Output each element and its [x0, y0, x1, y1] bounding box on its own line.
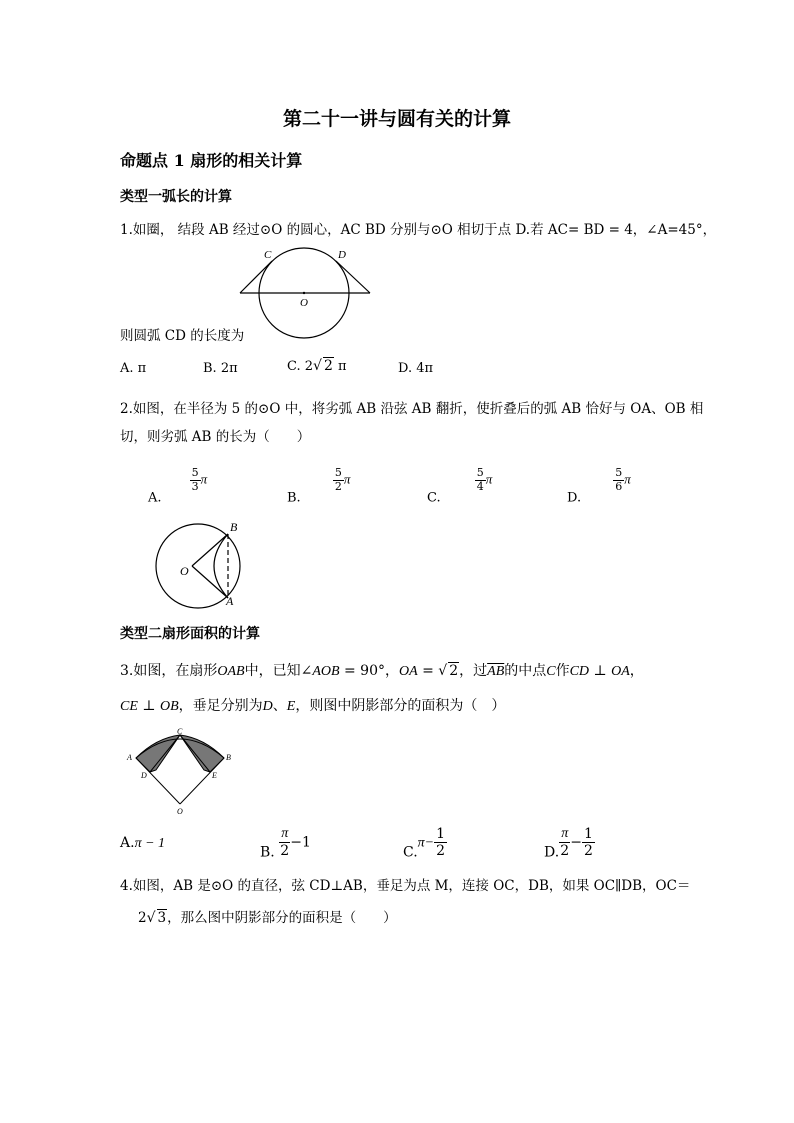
q1-option-c-prefix: C. 2: [287, 359, 314, 374]
q2-label-o: O: [180, 564, 189, 578]
q1-label-c: C: [264, 249, 272, 261]
q1-option-d: D. 4π: [398, 361, 434, 376]
q2-option-d-fraction: $\frac{5}{6}$: [615, 466, 623, 493]
q3-shaded-right: [180, 735, 224, 772]
q4-text-2: 2√ 3，那么图中阴影部分的面积是（ ）: [138, 910, 397, 926]
q1-figure: [232, 244, 382, 344]
q3-option-c-fraction: $\frac{1}{2}$: [436, 826, 446, 860]
q3-label-d: D: [141, 771, 147, 780]
q1-option-b: B. 2π: [203, 361, 238, 376]
q1-text: 1.如圈， 结段 AB 经过⊙O 的圆心，AC BD 分别与⊙O 相切于点 D.若 AC= BD = 4，∠A=45°，: [120, 222, 717, 238]
page-title: 第二十一讲与圆有关的计算: [282, 108, 511, 130]
q3-option-b: B. $\frac{\pi}{2}$ −1: [260, 826, 311, 861]
q3-text-1: 3.如图，在扇形OAB中，已知∠AOB = 90°，OA = √ 2，过$\overline{AB}$的中点C作CD ⊥ OA，: [120, 663, 644, 679]
q3-label-b: B: [226, 753, 231, 762]
type2-heading: 类型二扇形面积的计算: [120, 626, 260, 642]
q2-text-2: 切，则劣弧 AB 的长为（ ）: [120, 429, 311, 445]
q3-option-d: D. $\frac{\pi}{2}$ − $\frac{1}{2}$: [544, 826, 593, 861]
q1-tangent-bd: [336, 261, 370, 293]
q1-option-c-radicand: 2: [323, 358, 333, 374]
q2-radius-ob: [192, 534, 228, 566]
q1-label-d: D: [338, 249, 346, 261]
q1-option-a: A. π: [120, 361, 147, 376]
q2-option-c-fraction: $\frac{5}{4}$: [476, 466, 484, 493]
q2-option-b-fraction: $\frac{5}{2}$: [334, 466, 342, 493]
q3-option-a: A.π − 1: [120, 835, 166, 851]
q2-option-c: C. $\frac{5}{4}$ π: [427, 466, 493, 506]
q2-option-a: A. $\frac{5}{3}$ π: [148, 466, 208, 506]
type1-heading: 类型一弧长的计算: [120, 189, 232, 205]
q3-label-c: C: [177, 727, 183, 736]
q2-option-a-fraction: $\frac{5}{3}$: [191, 466, 199, 493]
q3-option-b-fraction: $\frac{\pi}{2}$: [280, 826, 290, 860]
q1-label-o: O: [300, 297, 308, 309]
q3-text-2: CE ⊥ OB，垂足分别为D、E，则图中阴影部分的面积为（ ）: [120, 698, 506, 714]
q3-label-o: O: [177, 807, 183, 816]
q2-figure: [148, 518, 258, 610]
q3-option-c: C.π− $\frac{1}{2}$: [403, 826, 446, 861]
q3-label-e: E: [212, 771, 217, 780]
q1-center-dot: [303, 292, 305, 294]
q3-option-d-fraction-2: $\frac{1}{2}$: [583, 826, 593, 860]
q2-radius-oa: [192, 566, 228, 598]
q3-option-d-fraction-1: $\frac{\pi}{2}$: [560, 826, 570, 860]
q1-option-c: C. 2√ 2 π: [287, 358, 347, 374]
q1-text-2: 则圆弧 CD 的长度为: [120, 328, 245, 344]
q4-text-1: 4.如图，AB 是⊙O 的直径，弦 CD⊥AB，垂足为点 M，连接 OC，DB，如果 OC∥DB，OC＝: [120, 878, 691, 894]
section-heading: 命题点 1 扇形的相关计算: [120, 151, 303, 170]
q1-tangent-ac: [240, 261, 272, 293]
q3-label-a: A: [127, 753, 132, 762]
q2-label-b: B: [230, 520, 238, 534]
q3-shaded-left: [136, 735, 180, 772]
q1-option-c-suffix: π: [333, 359, 347, 374]
q3-figure: [122, 728, 240, 816]
q2-folded-arc: [214, 534, 228, 598]
q2-text-1: 2.如图，在半径为 5 的⊙O 中，将劣弧 AB 沿弦 AB 翻折，使折叠后的弧 AB 恰好与 OA、OB 相: [120, 401, 704, 417]
q2-option-b: B. $\frac{5}{2}$ π: [287, 466, 351, 506]
q2-option-d: D. $\frac{5}{6}$ π: [567, 466, 631, 506]
q2-label-a: A: [226, 594, 234, 608]
